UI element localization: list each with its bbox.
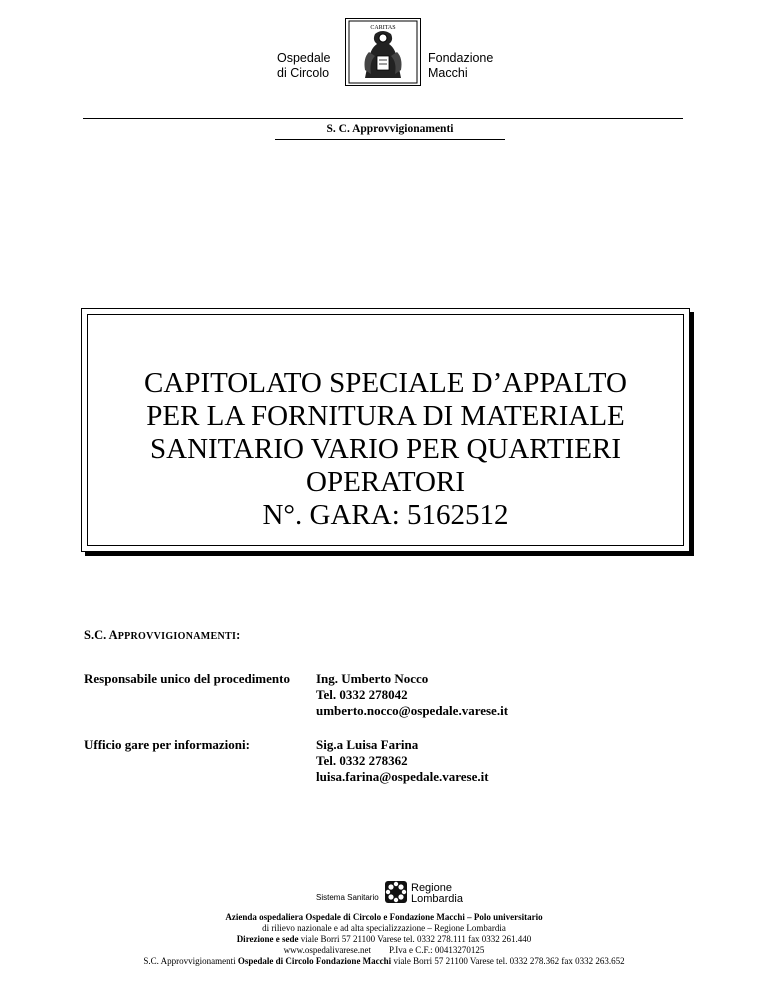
contact-phone: Tel. 0332 278362 (316, 753, 408, 768)
seal-text: CARITAS (370, 25, 396, 31)
footer-line-4: www.ospedalivarese.net P.Iva e C.F.: 00413270125 (283, 945, 485, 955)
logo-regione: Regione (411, 882, 452, 894)
contact-name: Ing. Umberto Nocco (316, 671, 429, 686)
foundation-name-line2: Macchi (428, 66, 468, 80)
hospital-name-line2: di Circolo (277, 66, 330, 80)
regione-lombardia-logo (312, 866, 482, 906)
department-title: S. C. Approvvigionamenti (326, 123, 454, 135)
header-divider (83, 118, 683, 119)
title-line: CAPITOLATO SPECIALE D’APPALTO (144, 367, 627, 399)
title-line: PER LA FORNITURA DI MATERIALE (146, 400, 625, 432)
caritas-seal-logo (345, 18, 421, 86)
hospital-name (277, 51, 343, 81)
logo-lombardia: Lombardia (411, 893, 463, 905)
footer-website[interactable]: www.ospedalivarese.net (283, 945, 372, 955)
contact-email[interactable]: umberto.nocco@ospedale.varese.it (316, 703, 509, 718)
contact-email[interactable]: luisa.farina@ospedale.varese.it (316, 769, 489, 784)
footer-line-1: Azienda ospedaliera Ospedale di Circolo e Fondazione Macchi – Polo universitario (225, 912, 543, 922)
contact-label-rup: Responsabile unico del procedimento (84, 671, 290, 686)
document-title (88, 367, 683, 532)
footer-line-5: S.C. Approvvigionamenti Ospedale di Circolo Fondazione Macchi viale Borri 57 21100 Varese tel. 0332 278.362 fax 0332 263.652 (143, 956, 625, 966)
title-line: OPERATORI (306, 466, 465, 498)
title-frame (81, 308, 690, 552)
title-frame-inner (87, 314, 684, 546)
department-underline (275, 139, 505, 140)
tender-number: N°. GARA: 5162512 (262, 499, 509, 531)
contacts-section-title: S.C. APPROVVIGIONAMENTI: (84, 628, 241, 642)
contact-phone: Tel. 0332 278042 (316, 687, 408, 702)
contact-name: Sig.a Luisa Farina (316, 737, 419, 752)
hospital-name-line1: Ospedale (277, 51, 331, 65)
footer-line-3: Direzione e sede viale Borri 57 21100 Varese tel. 0332 278.111 fax 0332 261.440 (236, 934, 532, 944)
footer-line-2: di rilievo nazionale e ad alta specializzazione – Regione Lombardia (262, 923, 506, 933)
foundation-name (428, 51, 508, 81)
contact-values-office (316, 737, 489, 785)
contact-label-office: Ufficio gare per informazioni: (84, 737, 250, 752)
contact-values-rup (316, 671, 508, 719)
title-line: SANITARIO VARIO PER QUARTIERI (150, 433, 621, 465)
foundation-name-line1: Fondazione (428, 51, 494, 65)
logo-left-text: Sistema Sanitario (316, 893, 379, 902)
